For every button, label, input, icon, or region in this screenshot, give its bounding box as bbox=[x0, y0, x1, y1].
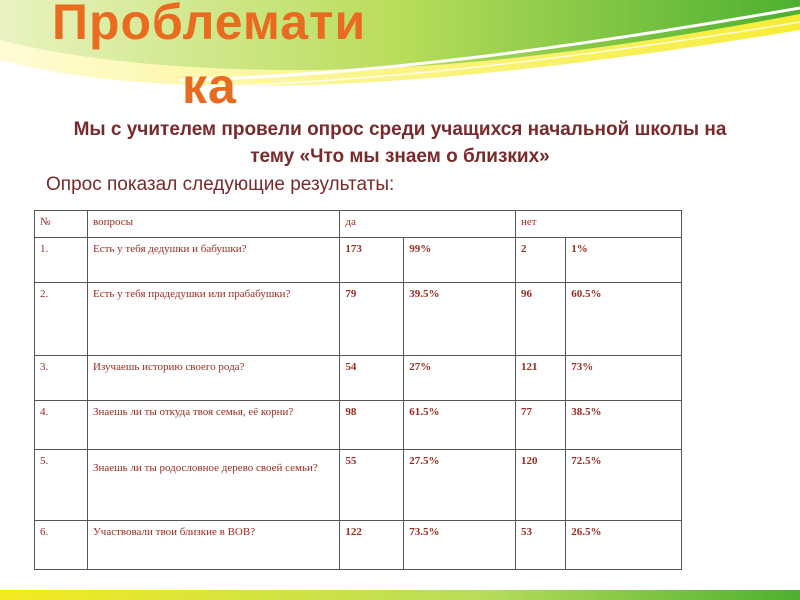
row-num: 4. bbox=[35, 401, 88, 450]
row-yes-pct: 61.5% bbox=[404, 401, 516, 450]
survey-table bbox=[34, 210, 682, 570]
row-no-pct: 60.5% bbox=[566, 283, 682, 356]
row-question: Изучаешь историю своего рода? bbox=[88, 356, 340, 401]
row-yes-pct: 39.5% bbox=[404, 283, 516, 356]
table-row bbox=[35, 356, 682, 401]
row-yes-count: 55 bbox=[340, 450, 404, 521]
row-question: Знаешь ли ты откуда твоя семья, её корни? bbox=[88, 401, 340, 450]
table-row bbox=[35, 521, 682, 570]
table-header-row bbox=[35, 211, 682, 238]
table-row bbox=[35, 283, 682, 356]
row-no-pct: 26.5% bbox=[566, 521, 682, 570]
row-question: Есть у тебя дедушки и бабушки? bbox=[88, 238, 340, 283]
intro-text: Опрос показал следующие результаты: bbox=[46, 174, 395, 195]
row-num: 3. bbox=[35, 356, 88, 401]
row-yes-pct: 73.5% bbox=[404, 521, 516, 570]
row-no-count: 53 bbox=[516, 521, 566, 570]
row-yes-pct: 27.5% bbox=[404, 450, 516, 521]
header-question: вопросы bbox=[88, 211, 340, 238]
row-yes-count: 173 bbox=[340, 238, 404, 283]
table-row bbox=[35, 450, 682, 521]
title-line-2: ка bbox=[182, 58, 237, 114]
row-no-pct: 1% bbox=[566, 238, 682, 283]
row-yes-count: 54 bbox=[340, 356, 404, 401]
row-no-pct: 72.5% bbox=[566, 450, 682, 521]
row-question: Участвовали твои близкие в ВОВ? bbox=[88, 521, 340, 570]
row-no-count: 121 bbox=[516, 356, 566, 401]
row-yes-count: 79 bbox=[340, 283, 404, 356]
row-num: 2. bbox=[35, 283, 88, 356]
table-row bbox=[35, 401, 682, 450]
row-yes-pct: 99% bbox=[404, 238, 516, 283]
header-num: № bbox=[35, 211, 88, 238]
row-yes-count: 98 bbox=[340, 401, 404, 450]
page-title bbox=[52, 0, 392, 118]
row-no-count: 120 bbox=[516, 450, 566, 521]
row-num: 6. bbox=[35, 521, 88, 570]
header-no: нет bbox=[516, 211, 682, 238]
row-no-count: 2 bbox=[516, 238, 566, 283]
row-yes-pct: 27% bbox=[404, 356, 516, 401]
title-line-1: Проблемати bbox=[52, 0, 367, 50]
row-question: Есть у тебя прадедушки или прабабушки? bbox=[88, 283, 340, 356]
row-question: Знаешь ли ты родословное дерево своей семьи? bbox=[88, 450, 340, 521]
row-yes-count: 122 bbox=[340, 521, 404, 570]
bottom-bar bbox=[0, 586, 800, 600]
row-num: 5. bbox=[35, 450, 88, 521]
row-no-pct: 38.5% bbox=[566, 401, 682, 450]
subtitle: Мы с учителем провели опрос среди учащихся начальной школы на тему «Что мы знаем о близких» bbox=[73, 119, 727, 167]
row-no-count: 96 bbox=[516, 283, 566, 356]
row-no-pct: 73% bbox=[566, 356, 682, 401]
table-row bbox=[35, 238, 682, 283]
row-no-count: 77 bbox=[516, 401, 566, 450]
header-yes: да bbox=[340, 211, 516, 238]
row-num: 1. bbox=[35, 238, 88, 283]
